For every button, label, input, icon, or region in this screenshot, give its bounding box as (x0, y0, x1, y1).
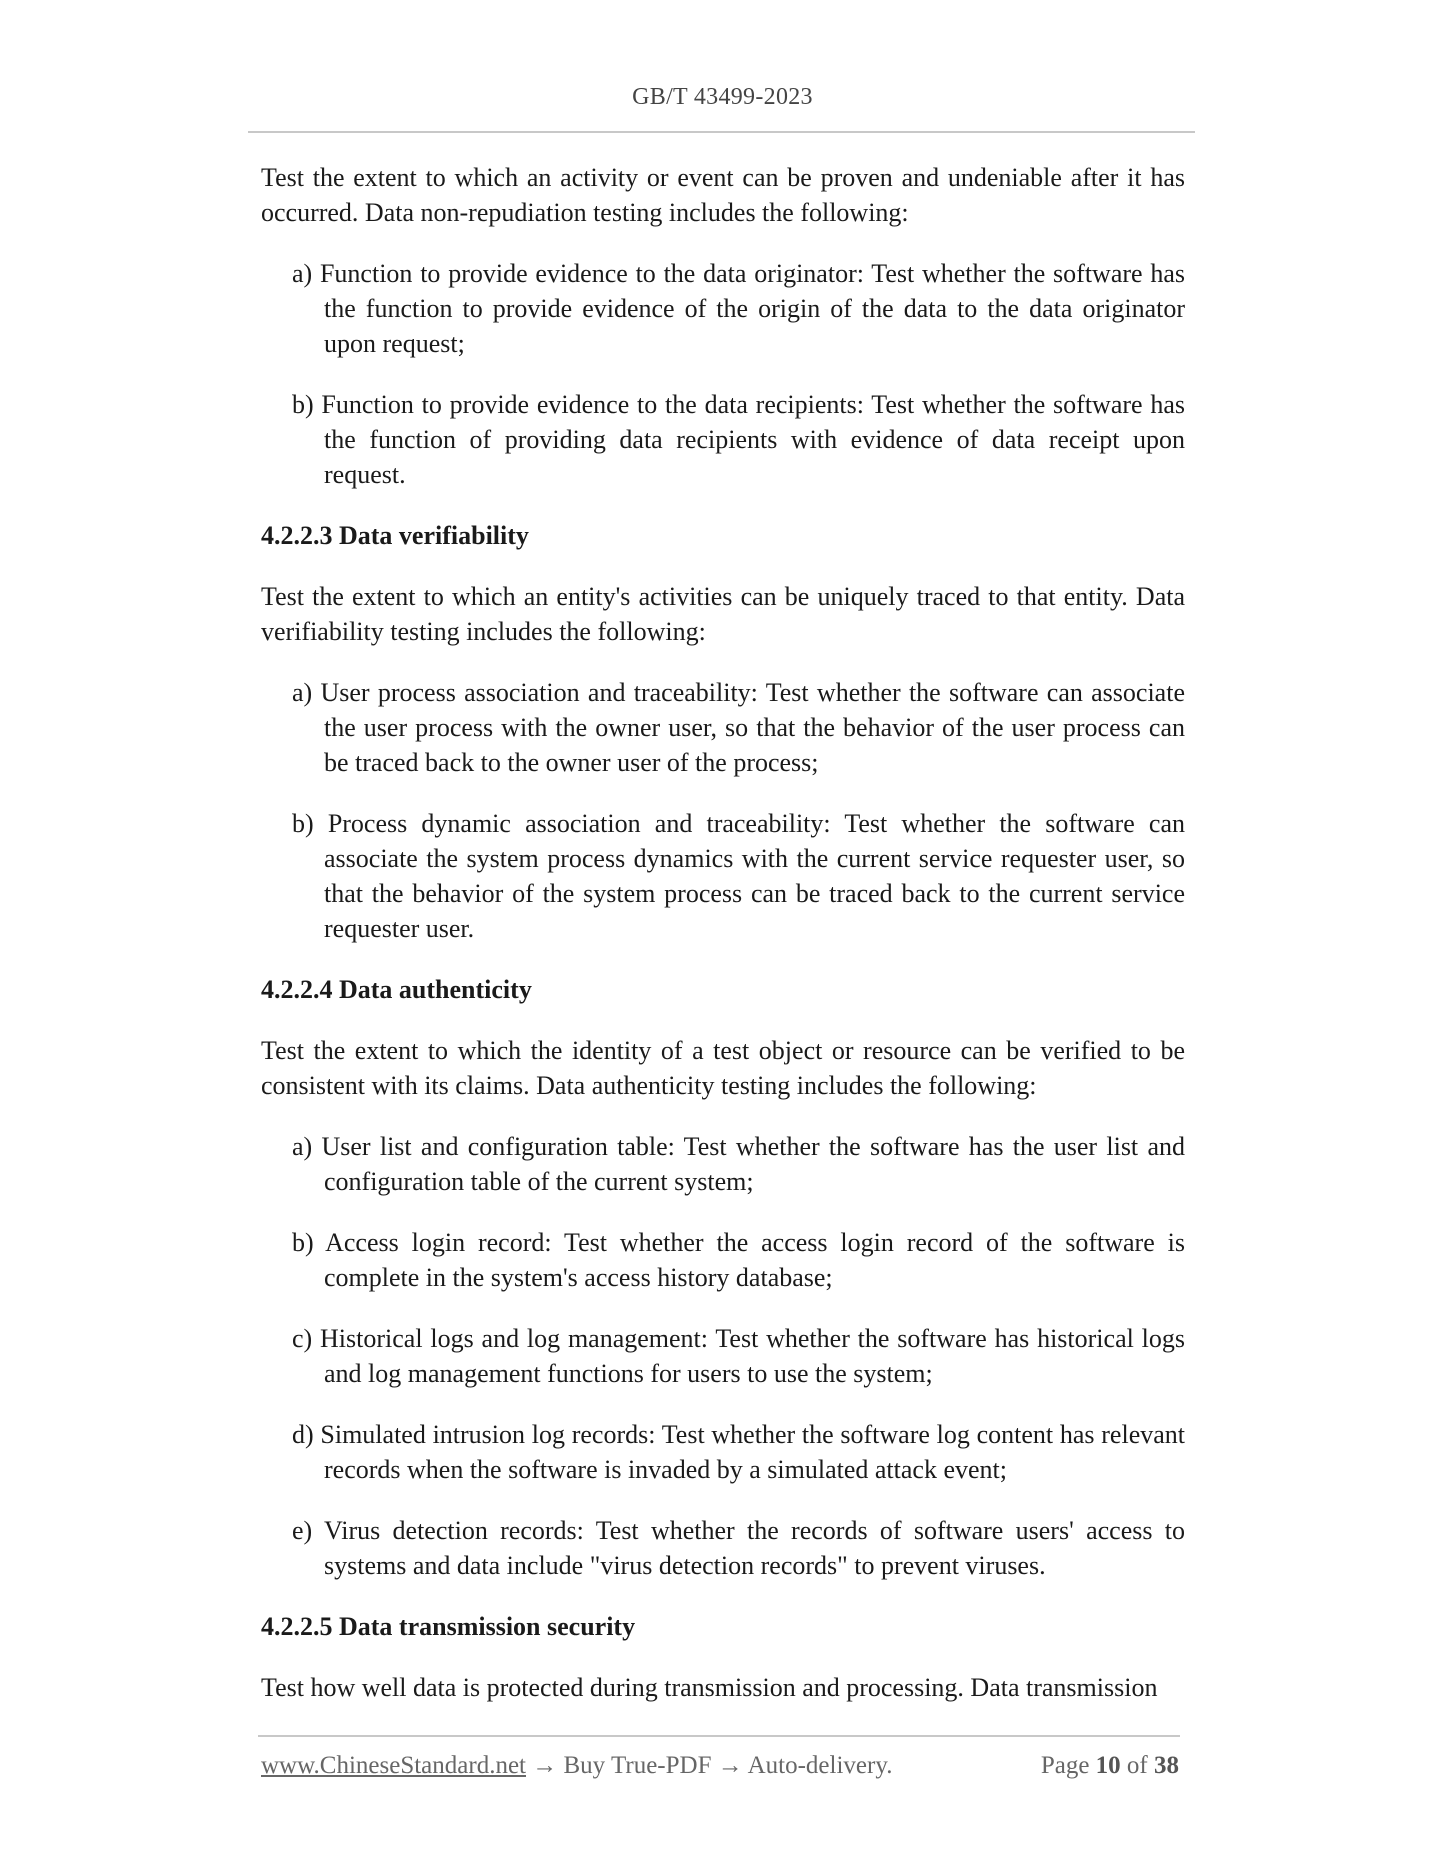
section-heading-4224: 4.2.2.4 Data authenticity (261, 975, 532, 1004)
list-item: c) Historical logs and log management: Test whether the software has historical logs and log management functions for users to use the system; (292, 1324, 1185, 1388)
arrow-right-icon: → (532, 1752, 558, 1779)
list-item: a) Function to provide evidence to the data originator: Test whether the software has the function to provide evidence of the origin of the data to the data originator upon request; (292, 259, 1185, 358)
header-divider (248, 131, 1195, 133)
current-page-number: 10 (1095, 1752, 1121, 1779)
delivery-text: Auto-delivery. (747, 1752, 893, 1779)
of-label: of (1126, 1752, 1148, 1779)
list-item: e) Virus detection records: Test whether the records of software users' access to systems and data include "virus detection records" to prevent viruses. (292, 1516, 1185, 1580)
section-paragraph: Test the extent to which the identity of a test object or resource can be verified to be consistent with its claims. Data authenticity testing includes the following: (261, 1036, 1185, 1100)
footer-links (261, 1752, 892, 1780)
page-content (261, 160, 1185, 1731)
document-id-header: GB/T 43499-2023 (632, 84, 813, 110)
list-item: b) Process dynamic association and traceability: Test whether the software can associate the system process dynamics with the current service requester user, so that the behavior of the system process can be traced back to the current service requester user. (292, 809, 1185, 943)
list-item: b) Function to provide evidence to the data recipients: Test whether the software has the function of providing data recipients with evidence of data receipt upon request. (292, 390, 1185, 489)
page-footer (261, 1752, 1179, 1786)
page-label: Page (1040, 1752, 1090, 1779)
list-item: d) Simulated intrusion log records: Test whether the software log content has relevant records when the software is invaded by a simulated attack event; (292, 1420, 1185, 1484)
section-paragraph: Test the extent to which an entity's activities can be uniquely traced to that entity. Data verifiability testing includes the following: (261, 582, 1185, 646)
arrow-right-icon: → (717, 1752, 743, 1779)
intro-paragraph: Test the extent to which an activity or event can be proven and undeniable after it has occurred. Data non-repudiation testing includes the following: (261, 163, 1185, 227)
total-pages-number: 38 (1154, 1752, 1179, 1779)
list-item: b) Access login record: Test whether the access login record of the software is complete in the system's access history database; (292, 1228, 1185, 1292)
page-indicator (1041, 1752, 1179, 1780)
buy-text: Buy True-PDF (563, 1752, 712, 1779)
footer-divider (258, 1735, 1180, 1737)
section-paragraph: Test how well data is protected during transmission and processing. Data transmission (261, 1673, 1158, 1702)
website-link[interactable]: www.ChineseStandard.net (261, 1752, 526, 1779)
section-heading-4225: 4.2.2.5 Data transmission security (261, 1612, 636, 1641)
section-heading-4223: 4.2.2.3 Data verifiability (261, 521, 529, 550)
list-item: a) User process association and traceability: Test whether the software can associate the user process with the owner user, so that the behavior of the user process can be traced back to the owner user of the process; (292, 678, 1185, 777)
list-item: a) User list and configuration table: Test whether the software has the user list and configuration table of the current system; (292, 1132, 1185, 1196)
